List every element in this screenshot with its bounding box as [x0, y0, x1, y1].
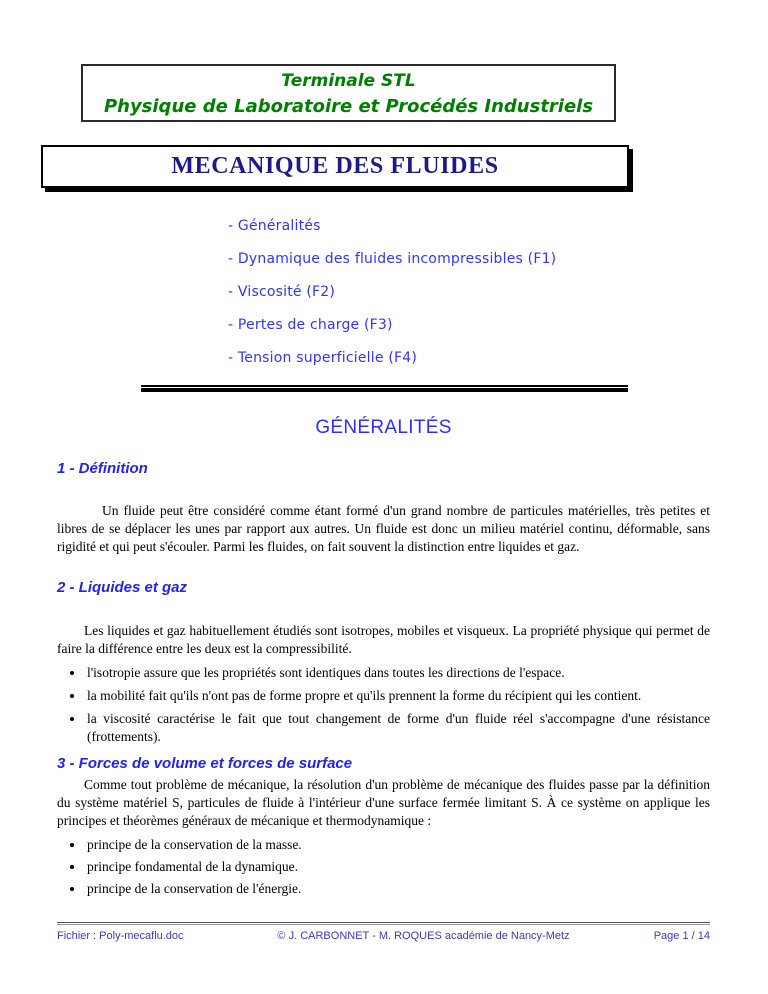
section-heading-definition: 1 - Définition: [57, 460, 148, 477]
bullet-conservation-masse: • principe de la conservation de la masse.: [85, 836, 710, 854]
course-header-box: [81, 64, 616, 122]
document-title: MECANIQUE DES FLUIDES: [171, 153, 499, 179]
bullet-conservation-energie: • principe de la conservation de l'énergie.: [85, 880, 710, 898]
paragraph-liquides-gaz: Les liquides et gaz habituellement étudiés sont isotropes, mobiles et visqueux. La propriété physique qui permet de faire la différence entre les deux est la compressibilité.: [57, 623, 710, 656]
table-of-contents: [228, 216, 768, 368]
chapter-heading: GÉNÉRALITÉS: [315, 417, 452, 438]
paragraph-definition: Un fluide peut être considéré comme étant formé d'un grand nombre de particules matérielles, très petites et libres de se déplacer les unes par rapport aux autres. Un fluide est donc un milieu matériel continu, déformable, sans rigidité et qui peut s'écouler. Parmi les fluides, on fait souvent la distinction entre liquides et gaz.: [57, 503, 710, 554]
bullet-mobilite: • la mobilité fait qu'ils n'ont pas de forme propre et qu'ils prennent la forme du récipient qui les contient.: [85, 687, 710, 705]
bullet-viscosite: • la viscosité caractérise le fait que tout changement de forme d'un fluide réel s'accompagne d'une résistance (frottements).: [85, 710, 710, 746]
toc-link-pertes-de-charge[interactable]: - Pertes de charge (F3): [228, 317, 393, 333]
bullet-principe-fondamental: • principe fondamental de la dynamique.: [85, 858, 710, 876]
section-heading-liquides-gaz: 2 - Liquides et gaz: [57, 579, 188, 596]
footer-page-number: Page 1 / 14: [653, 930, 710, 942]
document-title-box: [41, 145, 629, 188]
section-divider: [141, 385, 628, 392]
footer-filename: Fichier : Poly-mecaflu.doc: [57, 930, 184, 942]
toc-link-tension-superficielle[interactable]: - Tension superficielle (F4): [228, 350, 418, 366]
bullet-isotropie: • l'isotropie assure que les propriétés sont identiques dans toutes les directions de l'espace.: [85, 664, 710, 682]
footer: [57, 929, 710, 943]
bullet-list-proprietes: [57, 664, 710, 746]
toc-link-generalites[interactable]: - Généralités: [228, 218, 321, 234]
bullet-list-principes: [57, 836, 710, 898]
toc-link-dynamique[interactable]: - Dynamique des fluides incompressibles (F1): [228, 251, 557, 267]
toc-link-viscosite[interactable]: - Viscosité (F2): [228, 284, 336, 300]
footer-rule: [57, 922, 710, 925]
paragraph-forces: Comme tout problème de mécanique, la résolution d'un problème de mécanique des fluides passe par la définition du système matériel S, particules de fluide à l'intérieur d'une surface fermée limitant S. À ce système on applique les principes et théorèmes généraux de mécanique et thermodynamique :: [57, 777, 710, 828]
section-heading-forces: 3 - Forces de volume et forces de surface: [57, 755, 353, 772]
course-subject: Physique de Laboratoire et Procédés Industriels: [103, 96, 594, 117]
course-level: Terminale STL: [281, 71, 416, 91]
footer-copyright: © J. CARBONNET - M. ROQUES académie de Nancy-Metz: [277, 930, 570, 942]
